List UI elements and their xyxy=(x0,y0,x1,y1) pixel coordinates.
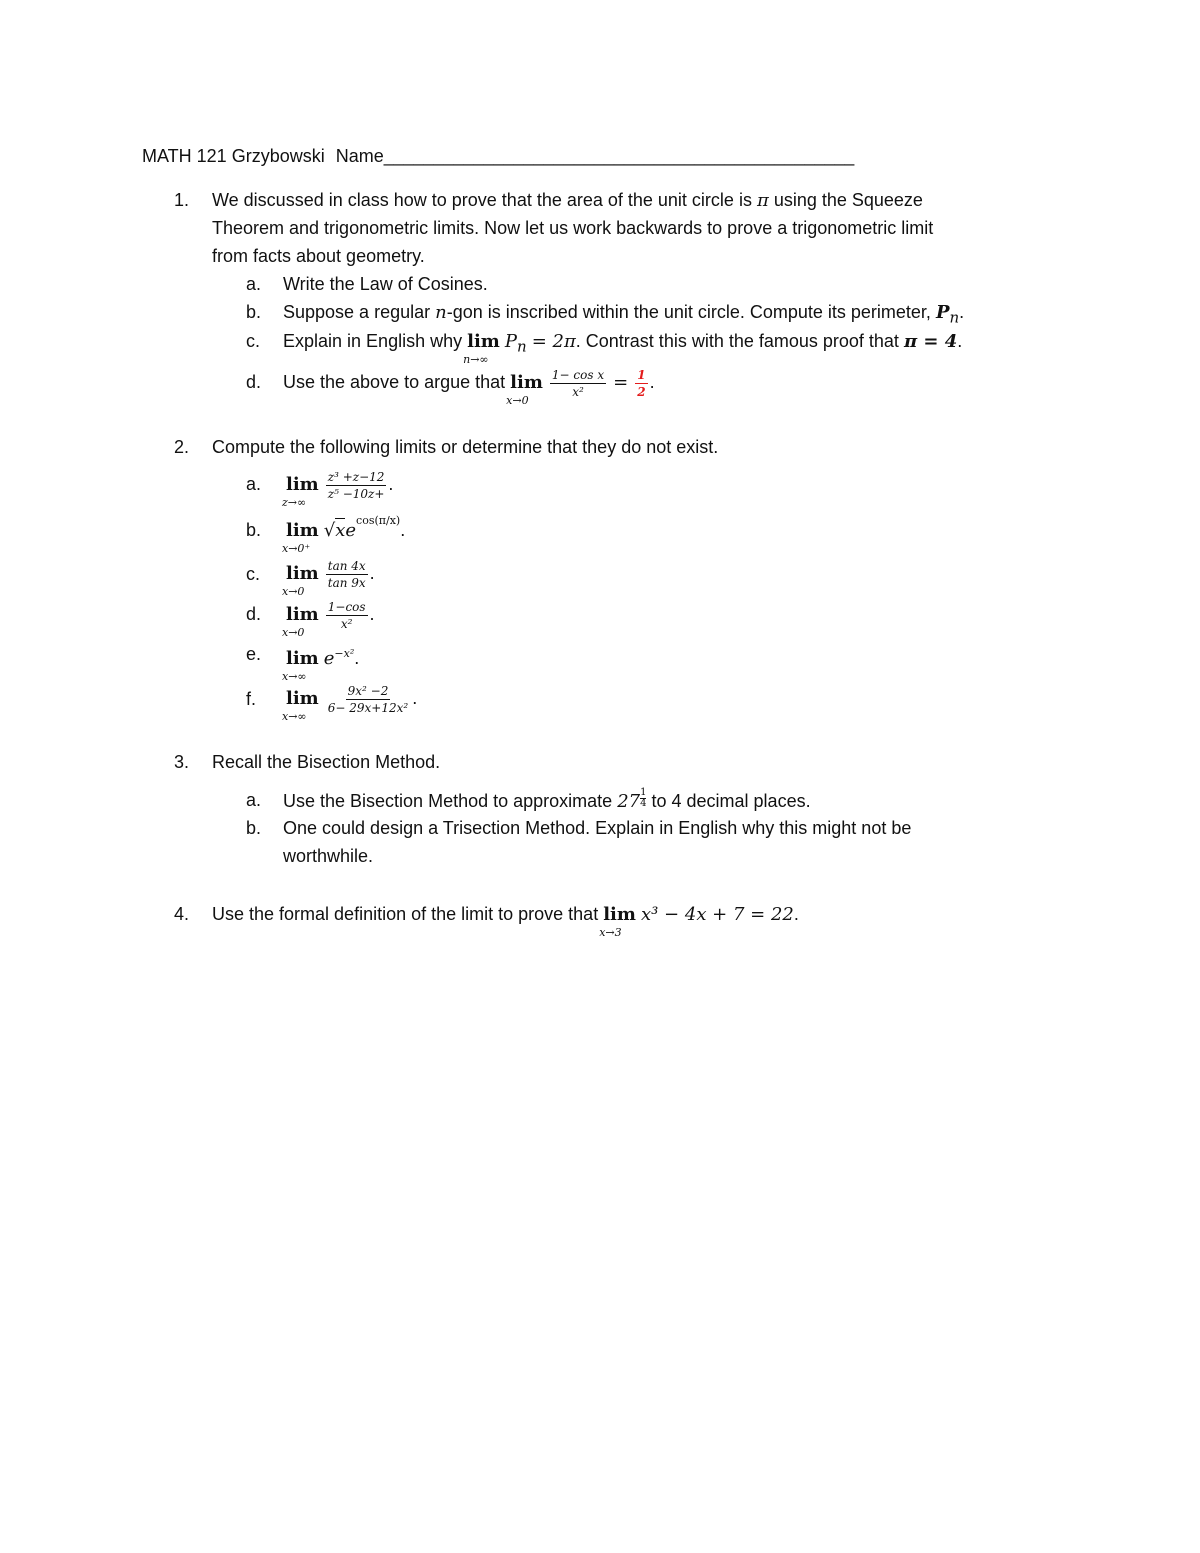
worksheet-header xyxy=(142,144,854,168)
q1d-eq: = xyxy=(613,372,629,393)
q2f-fraction: $\frac{\text{9x² −2}}{\text{6− 29x+12x²}}$ xyxy=(327,683,409,715)
name-label: Name xyxy=(335,146,384,166)
q2c-expr xyxy=(282,553,375,598)
q3a-text2: to 4 decimal places. xyxy=(651,791,811,811)
q2b-sqrt: √x xyxy=(323,520,346,541)
q4-end: . xyxy=(793,904,799,924)
q1b-text1: Suppose a regular xyxy=(283,302,431,322)
q3b-line1: One could design a Trisection Method. Explain in English why this might not be xyxy=(283,818,912,838)
q1c-text2: . Contrast this with the famous proof that xyxy=(575,331,899,351)
q1d-label: d. xyxy=(246,372,262,392)
q3b-line2: worthwhile. xyxy=(283,846,374,866)
q1c-P: P xyxy=(504,331,517,352)
q2e-expr xyxy=(282,642,360,683)
q2f-label: f. xyxy=(246,689,257,709)
q3a-label: a. xyxy=(246,790,262,810)
q2e-exponent: −x² xyxy=(334,647,355,660)
q1c-P-sub: n xyxy=(517,337,527,356)
q2e-lim: lim x→∞ xyxy=(286,647,319,671)
q2b-end: . xyxy=(400,520,406,540)
q2f-expr xyxy=(282,678,418,723)
q1-line2: Theorem and trigonometric limits. Now let us work backwards to prove a trigonometric limit xyxy=(212,218,934,238)
q1-line1 xyxy=(212,188,923,213)
q2b-lim-sub: x→0⁺ xyxy=(282,542,311,555)
q2-number: 2. xyxy=(174,437,190,457)
q2c-lim: lim x→0 xyxy=(286,554,319,594)
q1b-text2: -gon is inscribed within the unit circle. Compute its perimeter, xyxy=(446,302,931,322)
q2d-end: . xyxy=(369,604,375,624)
q1-pi: π xyxy=(756,190,769,211)
q2f-lim: lim x→∞ xyxy=(286,679,319,719)
q1c-end: . xyxy=(957,331,963,351)
q2a-expr xyxy=(282,464,394,509)
q2d-label: d. xyxy=(246,604,262,624)
q3b-label: b. xyxy=(246,818,262,838)
q1c-lim-sub: n→∞ xyxy=(463,353,489,366)
q2c-lim-sub: x→0 xyxy=(282,585,305,598)
q4-lim: lim x→3 xyxy=(603,903,636,927)
q1c-eq: = 2π xyxy=(531,331,576,352)
q2b-exponent: cos(π/x) xyxy=(356,514,401,527)
q3-number: 3. xyxy=(174,752,190,772)
q2d-lim: lim x→0 xyxy=(286,595,319,635)
q1-line1-text: We discussed in class how to prove that the area of the unit circle is xyxy=(212,190,752,210)
q4-number: 4. xyxy=(174,904,190,924)
q1d-end: . xyxy=(649,372,655,392)
q1d-text xyxy=(283,362,655,407)
q3a-text1: Use the Bisection Method to approximate xyxy=(283,791,613,811)
q1c-eq2: π = 4 xyxy=(903,331,958,352)
q3a-base: 27 xyxy=(617,791,641,812)
q1-line3: from facts about geometry. xyxy=(212,246,425,266)
course-title: MATH 121 Grzybowski xyxy=(142,146,325,166)
q2f-lim-sub: x→∞ xyxy=(282,710,307,723)
q1a-text: Write the Law of Cosines. xyxy=(283,274,488,294)
q2a-label: a. xyxy=(246,474,262,494)
q1b-perimeter-sub: n xyxy=(949,308,960,327)
q2b-e: e xyxy=(345,520,357,541)
q2a-lim: lim z→∞ xyxy=(286,465,319,505)
q2e-end: . xyxy=(354,648,360,668)
q4-text1: Use the formal definition of the limit to prove that xyxy=(212,904,599,924)
q1-line1-end: using the Squeeze xyxy=(773,190,923,210)
q2c-label: c. xyxy=(246,564,261,584)
q1c-text xyxy=(283,329,963,366)
q2b-expr xyxy=(282,512,406,555)
q1d-answer-fraction: $\frac{1}{2}$ xyxy=(637,367,646,399)
q2a-lim-sub: z→∞ xyxy=(282,496,307,509)
q2f-end: . xyxy=(412,688,418,708)
q2b-lim: lim x→0⁺ xyxy=(286,513,319,549)
q2a-end: . xyxy=(388,474,394,494)
q2b-label: b. xyxy=(246,520,262,540)
q2d-expr xyxy=(282,594,375,639)
q4-text xyxy=(212,902,799,939)
q1c-text1: Explain in English why xyxy=(283,331,463,351)
q1b-perimeter-symbol: P xyxy=(935,302,950,323)
q3a-text xyxy=(283,788,811,814)
q3a-exponent: $\frac{1}{4}$ xyxy=(640,787,647,809)
q2d-lim-sub: x→0 xyxy=(282,626,305,639)
q1c-lim: lim n→∞ xyxy=(467,330,500,354)
q4-lim-sub: x→3 xyxy=(599,926,622,939)
q1b-n: n xyxy=(435,302,447,323)
q2e-label: e. xyxy=(246,644,262,664)
q2c-end: . xyxy=(369,563,375,583)
q2a-fraction: $\frac{\text{z³ +z−12}}{\text{z⁵ −10z+}}$ xyxy=(327,469,385,501)
q2e-base: e xyxy=(323,648,335,669)
q1d-lim: lim x→0 xyxy=(510,363,543,403)
q2-text: Compute the following limits or determine that they do not exist. xyxy=(212,437,719,457)
q1-number: 1. xyxy=(174,190,190,210)
q1a-label: a. xyxy=(246,274,262,294)
q1b-end: . xyxy=(959,302,965,322)
q1b-text xyxy=(283,300,964,330)
q1d-fraction: $\frac{\text{1− cos x}}{\text{x²}}$ xyxy=(551,367,605,399)
q2d-fraction: $\frac{1-\cos}{\text{x²}}$ xyxy=(327,599,366,631)
name-blank: _______________________________________________ xyxy=(383,146,855,166)
q4-expression: x³ − 4x + 7 = 22 xyxy=(640,904,794,925)
q2c-fraction: $\frac{\tan 4x}{\tan 9x}$ xyxy=(327,558,366,590)
q3-text: Recall the Bisection Method. xyxy=(212,752,441,772)
q1b-label: b. xyxy=(246,302,262,322)
q1c-label: c. xyxy=(246,331,261,351)
q1d-text1: Use the above to argue that xyxy=(283,372,506,392)
q2e-lim-sub: x→∞ xyxy=(282,670,307,683)
q1d-lim-sub: x→0 xyxy=(506,394,529,407)
